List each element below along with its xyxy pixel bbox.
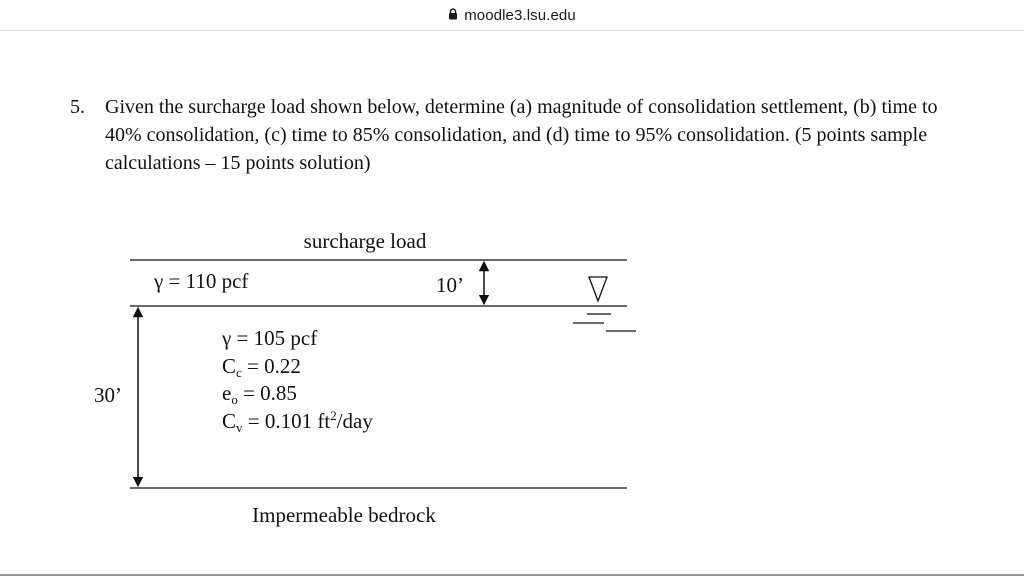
clay-void-ratio: eo = 0.85	[222, 381, 297, 407]
surcharge-unit-weight: γ = 110 pcf	[154, 269, 249, 293]
surcharge-thickness-label: 10’	[436, 273, 464, 297]
url-text[interactable]: moodle3.lsu.edu	[464, 6, 576, 24]
clay-unit-weight: γ = 105 pcf	[222, 326, 318, 350]
surcharge-label: surcharge load	[303, 229, 427, 253]
bedrock-label: Impermeable bedrock	[252, 503, 436, 527]
clay-consolidation-coefficient: Cv = 0.101 $ft^2$/day	[222, 408, 373, 435]
water-table-icon	[573, 277, 636, 331]
question-text: Given the surcharge load shown below, determine (a) magnitude of consolidation settlement, (b) time to 40% consolidation, (c) time to 85% consolidation, and (d) time to 95% consolidation. (5 points sample calculations – 15 points solution)	[105, 96, 938, 174]
clay-compression-index: Cc = 0.22	[222, 354, 301, 380]
question-number: 5.	[70, 96, 85, 118]
clay-thickness-label: 30’	[94, 383, 122, 407]
